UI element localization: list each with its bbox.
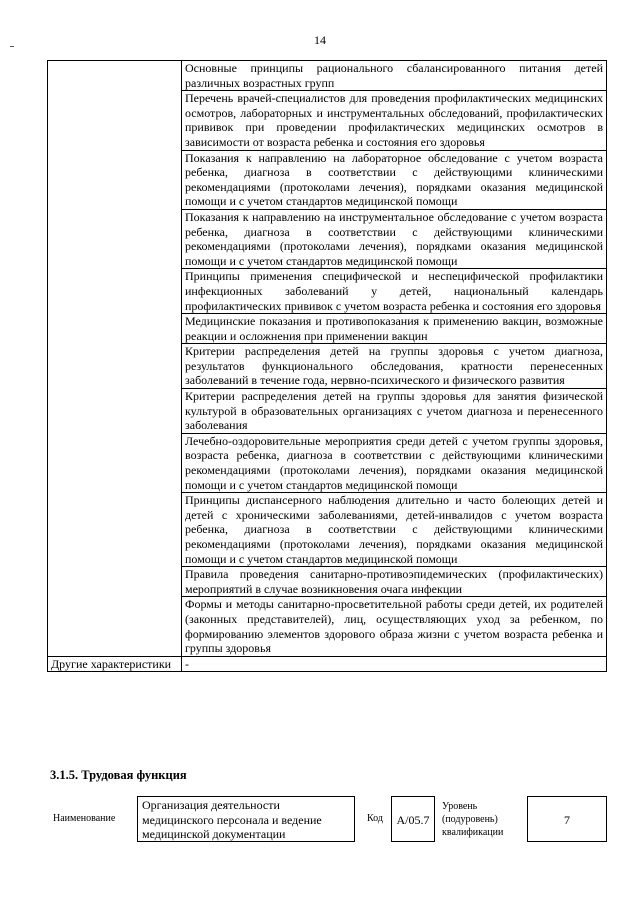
name-value: Организация деятельности медицинского персонала и ведение медицинской документации [137, 796, 355, 842]
requirement-text-content: Показания к направлению на инструментальное обследование с учетом возраста ребенка, диагноза в соответствии с действующими клиническими рекомендациями (протоколами лечения), порядками оказания медицинской помощи и с учетом стандартов медицинской помощи [185, 209, 603, 268]
other-characteristics-row [48, 656, 607, 672]
requirement-text [182, 597, 607, 656]
requirement-text [182, 91, 607, 150]
requirement-text [182, 61, 607, 91]
requirement-text-content: Принципы диспансерного наблюдения длительно и часто болеющих детей и детей с хроническими заболеваниями, детей-инвалидов с учетом возраста ребенка, диагноза в соответствии с действующими клиническими рекомендациями (протоколами лечения), порядками оказания медицинской помощи и с учетом стандартов медицинской помощи [185, 493, 603, 566]
requirement-text-content: Критерии распределения детей на группы здоровья для занятия физической культурой в образовательных организациях с учетом диагноза и перенесенного заболевания [185, 389, 603, 433]
requirement-text-content: Медицинские показания и противопоказания к применению вакцин, возможные реакции и осложнения при применении вакцин [185, 314, 603, 343]
requirement-text-content: Принципы применения специфической и неспецифической профилактики инфекционных заболеваний у детей, национальный календарь профилактических прививок с учетом возраста ребенка и состояния его здоровья [185, 269, 603, 313]
requirement-text-content: Показания к направлению на лабораторное обследование с учетом возраста ребенка, диагноза в соответствии с действующими клиническими рекомендациями (протоколами лечения), порядками оказания медицинской помощи и с учетом стандартов медицинской помощи [185, 150, 603, 209]
margin-mark [10, 46, 14, 47]
requirement-text [182, 209, 607, 268]
requirement-text-content: Формы и методы санитарно-просветительной работы среди детей, их родителей (законных представителей), лиц, осуществляющих уход за ребенком, по формированию элементов здорового образа жизни с учетом возраста ребенка и группы здоровья [185, 597, 603, 656]
requirement-text [182, 344, 607, 389]
requirement-text-content: Критерии распределения детей на группы здоровья с учетом диагноза, результатов функционального обследования, кратности перенесенных заболеваний в течение года, нервно-психического и физического развития [185, 344, 603, 388]
other-characteristics-value: - [182, 656, 607, 672]
name-label: Наименование [53, 813, 116, 824]
requirement-row [48, 61, 607, 91]
requirement-text [182, 314, 607, 344]
requirement-text [182, 269, 607, 314]
requirement-text [182, 433, 607, 492]
level-value: 7 [527, 796, 607, 842]
code-value: А/05.7 [391, 796, 435, 842]
requirements-body [48, 61, 607, 672]
requirement-text-content: Основные принципы рационального сбалансированного питания детей различных возрастных групп [185, 61, 603, 90]
requirement-text-content: Правила проведения санитарно-противоэпидемических (профилактических) мероприятий в случае возникновения очага инфекции [185, 567, 603, 596]
page-number: 14 [314, 33, 326, 47]
blank-label-cell [48, 61, 182, 657]
level-label: Уровень (подуровень) квалификации [442, 801, 504, 838]
requirement-text [182, 150, 607, 209]
requirement-text [182, 493, 607, 567]
other-characteristics-label: Другие характеристики [48, 656, 182, 672]
code-label: Код [367, 813, 383, 824]
section-heading: 3.1.5. Трудовая функция [50, 768, 187, 782]
requirement-text [182, 389, 607, 434]
requirement-text-content: Лечебно-оздоровительные мероприятия среди детей с учетом группы здоровья, возраста ребенка, диагноза в соответствии с действующими клиническими рекомендациями (протоколами лечения), порядками оказания медицинской помощи и с учетом стандартов медицинской помощи [185, 433, 603, 492]
requirement-text-content: Перечень врачей-специалистов для проведения профилактических медицинских осмотров, лабораторных и инструментальных обследований, профилактических прививок при проведении профилактических медицинских осмотров в зависимости от возраста ребенка и состояния его здоровья [185, 91, 603, 149]
requirements-table [47, 60, 607, 672]
requirement-text [182, 567, 607, 597]
